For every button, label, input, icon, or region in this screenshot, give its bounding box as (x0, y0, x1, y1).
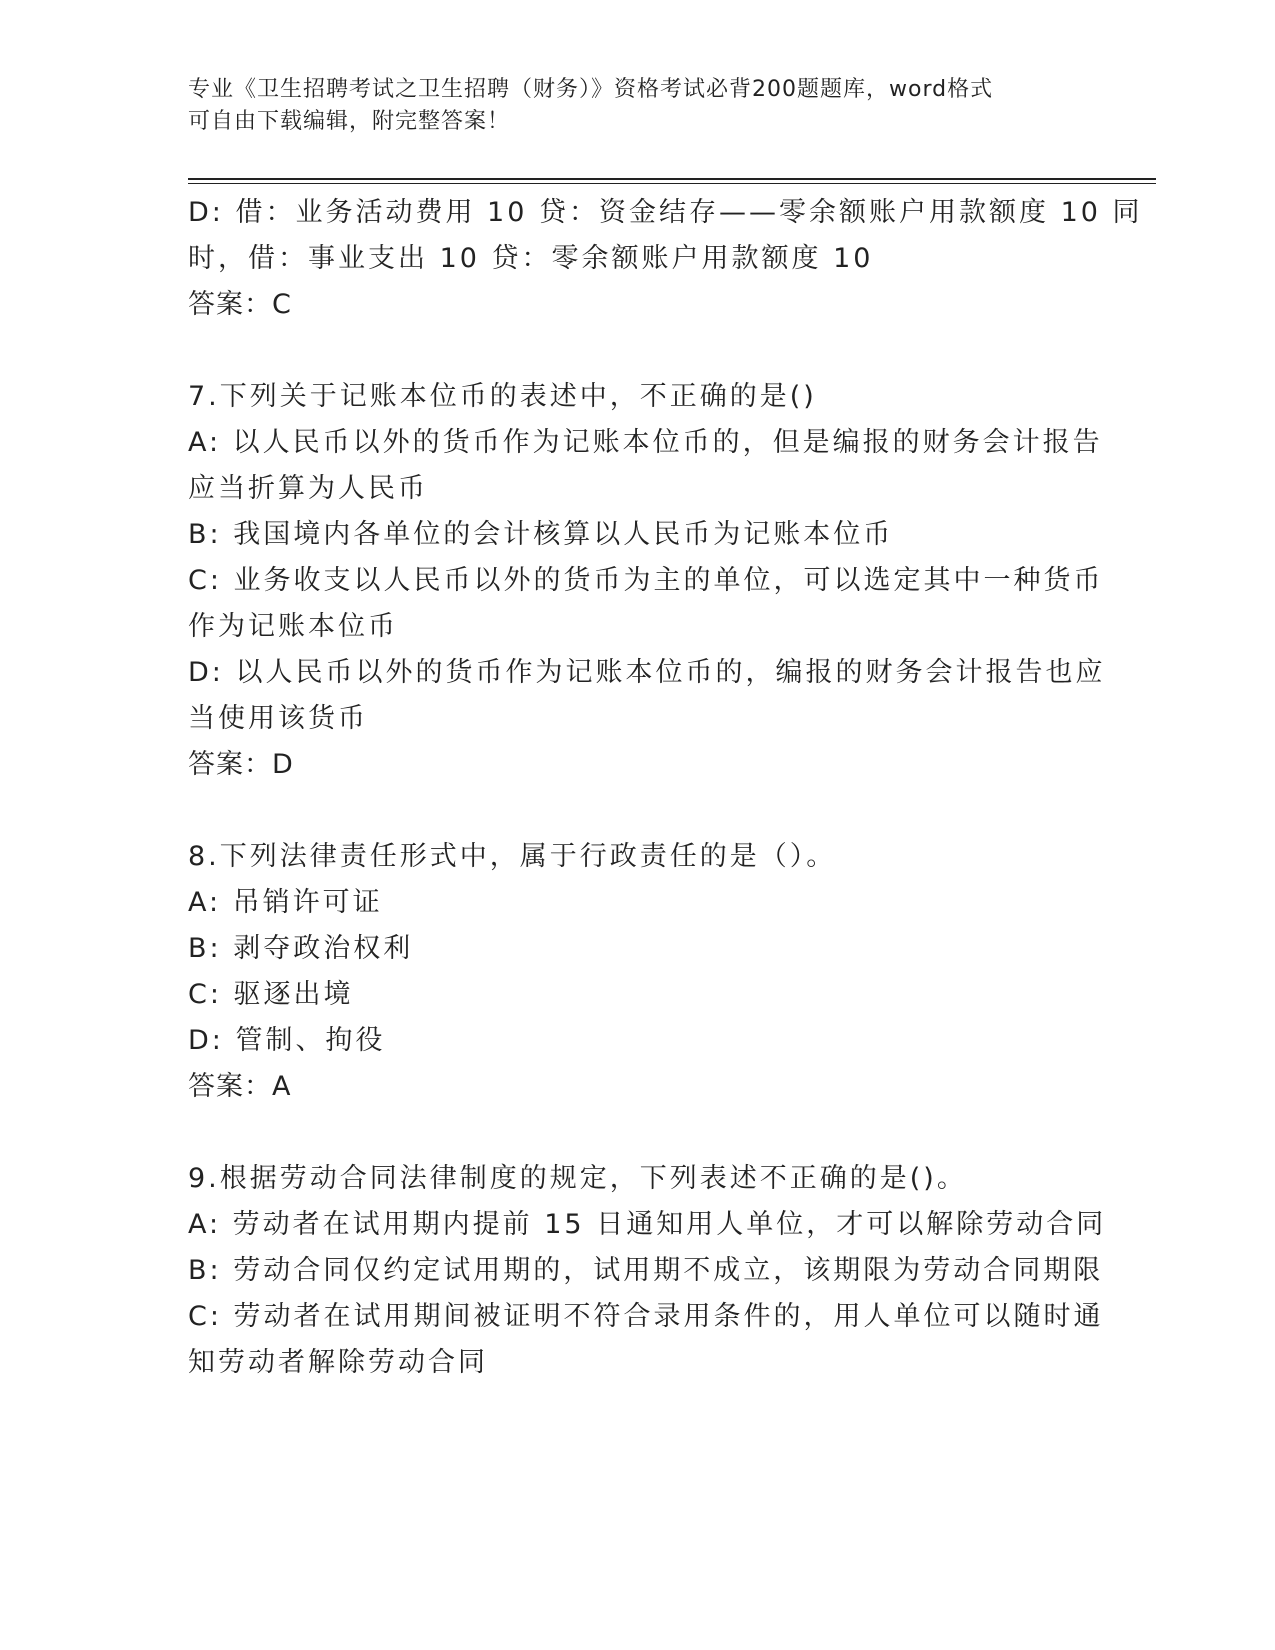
q8-option-a: A: 吊销许可证 (188, 887, 383, 918)
q6-answer: 答案：C (188, 289, 292, 320)
q8-question: 8.下列法律责任形式中，属于行政责任的是（）。 (188, 841, 837, 872)
header-divider-thick (188, 178, 1156, 180)
question-8-block (188, 834, 1088, 1110)
q7-option-d-line-1: D: 以人民币以外的货币作为记账本位币的，编报的财务会计报告也应 (188, 657, 1106, 688)
question-7-block (188, 374, 1106, 788)
header-line-1: 专业《卫生招聘考试之卫生招聘（财务）》资格考试必背200题题库，word格式 (188, 77, 994, 102)
q9-option-a: A: 劳动者在试用期内提前 15 日通知用人单位，才可以解除劳动合同 (188, 1209, 1107, 1240)
q7-option-a-line-2: 应当折算为人民币 (188, 473, 428, 504)
document-header (188, 74, 1068, 138)
spacer (188, 328, 1088, 374)
q7-option-d-line-2: 当使用该货币 (188, 703, 368, 734)
q8-option-c: C: 驱逐出境 (188, 979, 354, 1010)
question-6-block (188, 190, 1143, 328)
q6-option-d-line-2: 时，借：事业支出 10 贷：零余额账户用款额度 10 (188, 243, 874, 274)
q9-question: 9.根据劳动合同法律制度的规定，下列表述不正确的是()。 (188, 1163, 967, 1194)
q8-option-b: B: 剥夺政治权利 (188, 933, 414, 964)
q9-option-b: B: 劳动合同仅约定试用期的，试用期不成立，该期限为劳动合同期限 (188, 1255, 1104, 1286)
spacer (188, 788, 1088, 834)
q7-option-a-line-1: A: 以人民币以外的货币作为记账本位币的，但是编报的财务会计报告 (188, 427, 1103, 458)
question-9-block (188, 1156, 1107, 1386)
q7-option-c-line-2: 作为记账本位币 (188, 611, 398, 642)
q7-option-c-line-1: C: 业务收支以人民币以外的货币为主的单位，可以选定其中一种货币 (188, 565, 1104, 596)
q7-question: 7.下列关于记账本位币的表述中，不正确的是() (188, 381, 817, 412)
header-line-2: 可自由下载编辑，附完整答案！ (188, 109, 511, 134)
q6-option-d-line-1: D: 借：业务活动费用 10 贷：资金结存——零余额账户用款额度 10 同 (188, 197, 1143, 228)
header-divider-thin (188, 183, 1156, 184)
q8-option-d: D: 管制、拘役 (188, 1025, 386, 1056)
q8-answer: 答案：A (188, 1071, 292, 1102)
q9-option-c-line-2: 知劳动者解除劳动合同 (188, 1347, 488, 1378)
q7-option-b: B: 我国境内各单位的会计核算以人民币为记账本位币 (188, 519, 894, 550)
spacer (188, 1110, 1088, 1156)
q7-answer: 答案：D (188, 749, 294, 780)
document-body (188, 190, 1143, 1386)
q9-option-c-line-1: C: 劳动者在试用期间被证明不符合录用条件的，用人单位可以随时通 (188, 1301, 1104, 1332)
